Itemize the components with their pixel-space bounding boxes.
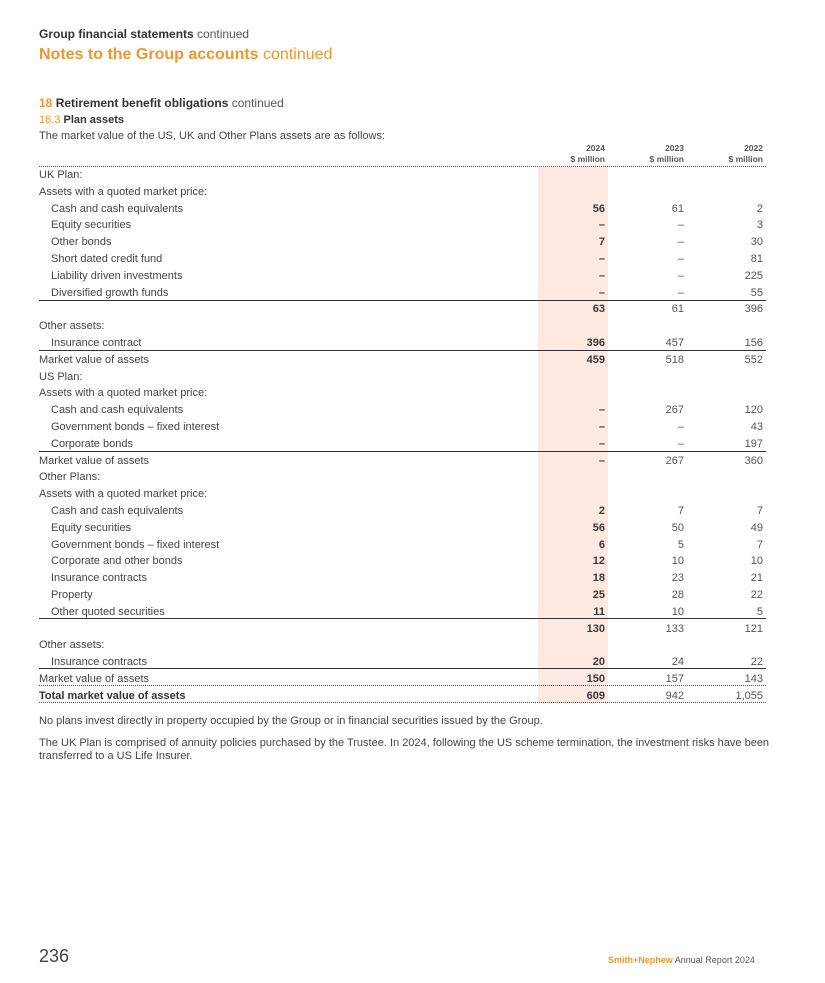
cell-2024: 6: [598, 538, 605, 551]
row-label: Assets with a quoted market price:: [39, 387, 208, 400]
table-row: [39, 637, 766, 654]
cell-2024: –: [598, 219, 605, 232]
page-title-continued: continued: [263, 46, 333, 63]
cell-2022: 22: [750, 656, 763, 669]
cell-2023: 10: [671, 555, 684, 568]
cell-2023: –: [677, 269, 684, 282]
cell-2023: 942: [665, 689, 684, 702]
table-row: [39, 537, 766, 554]
cell-2024: –: [598, 454, 605, 467]
section-header: [39, 27, 249, 41]
cell-2024: 12: [592, 555, 605, 568]
cell-2024: –: [598, 269, 605, 282]
subnote-number: 18.3: [39, 114, 61, 126]
table-row: [39, 301, 766, 318]
total-rule-bottom: [39, 702, 766, 703]
page-number: 236: [39, 946, 70, 966]
table-row: [39, 570, 766, 587]
cell-2022: 1,055: [735, 689, 763, 702]
cell-2022: 225: [744, 269, 763, 282]
row-label: UK Plan:: [39, 169, 83, 181]
row-label: Insurance contracts: [51, 572, 147, 585]
column-unit: $ million: [570, 154, 605, 164]
table-header-rule: [39, 166, 766, 167]
table-row: [39, 469, 766, 486]
cell-2022: 7: [756, 505, 763, 517]
cell-2023: 267: [665, 454, 684, 467]
cell-2024: 609: [586, 689, 605, 702]
column-header-2023: [624, 143, 684, 165]
row-label: Other assets:: [39, 320, 105, 333]
section-continued: continued: [197, 27, 250, 41]
row-label: Corporate and other bonds: [51, 555, 183, 568]
intro-text: The market value of the US, UK and Other Plans assets are as follows:: [39, 130, 386, 142]
row-label: Equity securities: [51, 521, 132, 534]
row-label: Cash and cash equivalents: [51, 202, 184, 215]
row-label: Liability driven investments: [51, 269, 183, 282]
cell-2022: 120: [744, 404, 763, 417]
cell-2024: –: [598, 404, 605, 417]
cell-2024: 25: [592, 589, 605, 601]
note-number: 18: [39, 96, 53, 110]
row-label: Assets with a quoted market price:: [39, 488, 208, 501]
cell-2023: –: [677, 236, 684, 249]
note-title: Retirement benefit obligations: [55, 96, 229, 110]
note-heading: [39, 96, 284, 110]
page-title-text: Notes to the Group accounts: [39, 46, 259, 63]
cell-2022: 143: [744, 673, 763, 685]
row-label: Market value of assets: [39, 353, 150, 366]
cell-2022: 22: [750, 589, 763, 601]
table-row: [39, 167, 766, 184]
cell-2024: –: [598, 253, 605, 265]
row-label: Cash and cash equivalents: [51, 404, 184, 417]
cell-2024: 2: [598, 505, 605, 517]
subnote-heading: [39, 114, 124, 126]
cell-2024: 459: [586, 353, 605, 366]
row-label: Diversified growth funds: [51, 286, 169, 299]
column-unit: $ million: [649, 154, 684, 164]
cell-2023: 5: [677, 538, 684, 551]
cell-2023: 24: [671, 656, 684, 669]
cell-2024: 150: [586, 673, 605, 685]
row-label: Cash and cash equivalents: [51, 505, 184, 517]
subtotal-rule: [39, 451, 766, 452]
table-row: [39, 503, 766, 520]
cell-2022: 21: [750, 572, 763, 585]
cell-2023: –: [677, 286, 684, 299]
table-row: [39, 402, 766, 419]
cell-2022: 2: [756, 202, 763, 215]
cell-2023: 10: [671, 605, 684, 618]
table-row: [39, 234, 766, 251]
table-row: [39, 352, 766, 369]
cell-2022: 3: [756, 219, 763, 232]
row-label: Total market value of assets: [39, 689, 186, 702]
row-label: Market value of assets: [39, 673, 150, 685]
table-row: [39, 217, 766, 234]
cell-2022: 81: [750, 253, 763, 265]
cell-2024: 63: [592, 303, 605, 316]
report-name: Annual Report 2024: [674, 955, 755, 965]
cell-2024: 20: [592, 656, 605, 669]
cell-2022: 121: [744, 622, 763, 635]
cell-2022: 30: [750, 236, 763, 249]
cell-2024: 56: [592, 521, 605, 534]
column-header-2022: [703, 143, 763, 165]
table-row: [39, 419, 766, 436]
cell-2023: 267: [665, 404, 684, 417]
column-header-2024: [545, 143, 605, 165]
row-label: Property: [51, 589, 93, 601]
subnote-title: Plan assets: [63, 114, 125, 126]
cell-2022: 552: [744, 353, 763, 366]
footnote: No plans invest directly in property occupied by the Group or in financial securities issued by the Group.: [39, 715, 543, 727]
row-label: Government bonds – fixed interest: [51, 421, 220, 433]
cell-2024: –: [598, 437, 605, 450]
cell-2022: 43: [750, 421, 763, 433]
cell-2024: 130: [586, 622, 605, 635]
cell-2023: 518: [665, 353, 684, 366]
table-row: [39, 285, 766, 302]
footnote: The UK Plan is comprised of annuity policies purchased by the Trustee. In 2024, following the US scheme termination, the investment risks have been transferred to a US Life Insurer.: [39, 737, 770, 762]
table-row: [39, 587, 766, 604]
row-label: Market value of assets: [39, 454, 150, 467]
column-year: 2022: [744, 143, 763, 153]
cell-2024: –: [598, 286, 605, 299]
cell-2022: 10: [750, 555, 763, 568]
row-label: Other bonds: [51, 236, 112, 249]
table-row: [39, 369, 766, 386]
table-row: [39, 385, 766, 402]
subtotal-rule: [39, 300, 766, 301]
table-row: [39, 184, 766, 201]
row-label: Short dated credit fund: [51, 253, 163, 265]
table-row: [39, 453, 766, 470]
brand-name: Smith+Nephew: [608, 955, 673, 965]
column-unit: $ million: [728, 154, 763, 164]
column-year: 2024: [586, 143, 605, 153]
cell-2024: 7: [598, 236, 605, 249]
note-continued: continued: [231, 96, 284, 110]
cell-2022: 360: [744, 454, 763, 467]
cell-2024: 396: [586, 337, 605, 349]
section-name: Group financial statements: [39, 27, 194, 41]
table-row: [39, 520, 766, 537]
cell-2022: 55: [750, 286, 763, 299]
footer-brand: [608, 955, 755, 965]
cell-2023: 133: [665, 622, 684, 635]
table-row: [39, 553, 766, 570]
table-row: [39, 486, 766, 503]
cell-2024: –: [598, 421, 605, 433]
cell-2023: 61: [671, 202, 684, 215]
cell-2024: 18: [592, 572, 605, 585]
column-year: 2023: [665, 143, 684, 153]
table-row: [39, 251, 766, 268]
table-row: [39, 318, 766, 335]
cell-2023: –: [677, 219, 684, 232]
row-label: Other Plans:: [39, 471, 101, 484]
row-label: Other assets:: [39, 639, 105, 652]
cell-2024: 11: [593, 605, 605, 618]
cell-2022: 49: [750, 521, 763, 534]
subtotal-rule: [39, 618, 766, 619]
cell-2023: 457: [665, 337, 684, 349]
cell-2022: 197: [744, 437, 763, 450]
cell-2023: 157: [665, 673, 684, 685]
cell-2023: –: [677, 437, 684, 450]
cell-2022: 5: [756, 605, 763, 618]
row-label: Assets with a quoted market price:: [39, 185, 208, 198]
row-label: Equity securities: [51, 219, 132, 232]
cell-2022: 156: [744, 337, 763, 349]
row-label: Insurance contracts: [51, 656, 147, 669]
cell-2023: 61: [671, 303, 684, 316]
cell-2023: –: [677, 253, 684, 265]
cell-2023: 7: [677, 505, 684, 517]
subtotal-rule: [39, 350, 766, 351]
cell-2024: 56: [592, 202, 605, 215]
cell-2023: 28: [671, 589, 684, 601]
subtotal-rule: [39, 668, 766, 669]
row-label: US Plan:: [39, 370, 83, 383]
page-title: [39, 46, 332, 64]
table-row: [39, 621, 766, 638]
cell-2023: 23: [671, 572, 684, 585]
cell-2023: 50: [671, 521, 684, 534]
row-label: Corporate bonds: [51, 437, 133, 450]
row-label: Government bonds – fixed interest: [51, 538, 220, 551]
total-rule-top: [39, 685, 766, 686]
cell-2022: 7: [756, 538, 763, 551]
cell-2023: –: [677, 421, 684, 433]
cell-2022: 396: [744, 303, 763, 316]
row-label: Insurance contract: [51, 337, 142, 349]
row-label: Other quoted securities: [51, 605, 165, 618]
table-row: [39, 201, 766, 218]
table-row: [39, 268, 766, 285]
